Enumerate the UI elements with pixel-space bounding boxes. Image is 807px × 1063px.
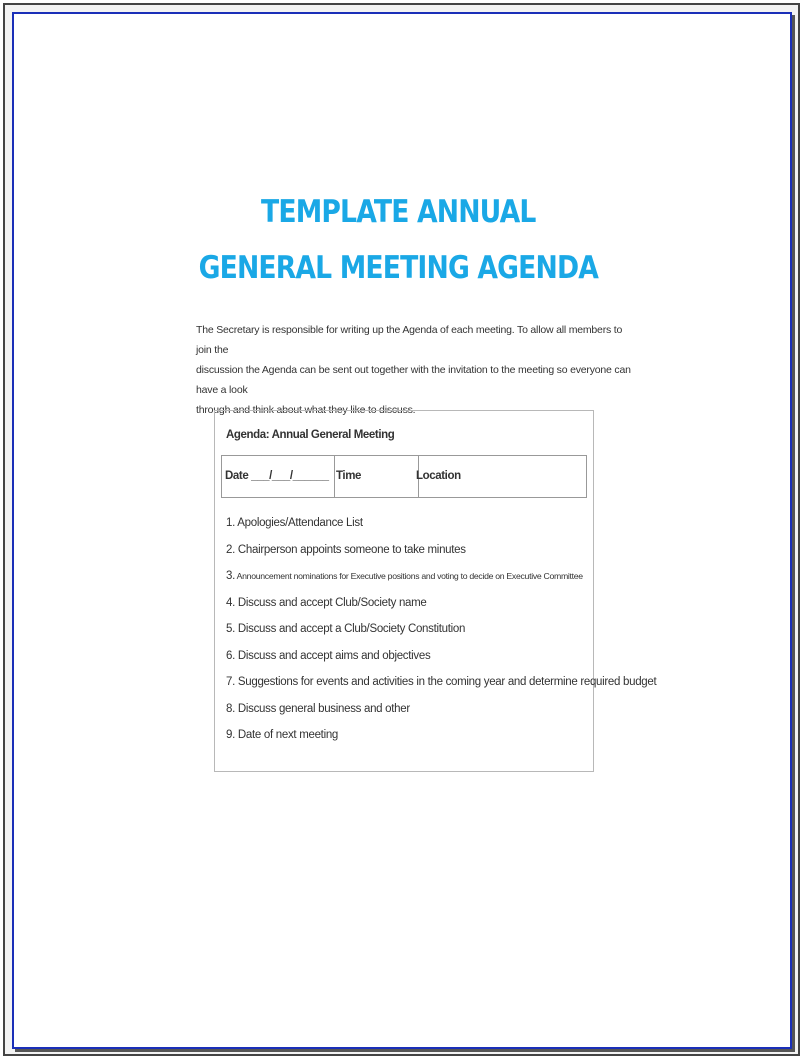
agenda-item: 1. Apologies/Attendance List [226,517,363,529]
agenda-item: 4. Discuss and accept Club/Society name [226,596,427,609]
date-field: Date ___/___/______ [225,456,335,497]
agenda-item: 2. Chairperson appoints someone to take minutes [226,543,466,556]
intro-line-2: discussion the Agenda can be sent out together with the invitation to the meeting so everyone can have a look [196,364,631,396]
meeting-info-row [221,455,587,498]
agenda-item: 9. Date of next meeting [226,729,339,741]
intro-paragraph [196,320,636,420]
intro-line-1: The Secretary is responsible for writing up the Agenda of each meeting. To allow all members to join the [196,324,623,356]
agenda-item: 5. Discuss and accept a Club/Society Constitution [226,623,466,635]
document-page [12,12,792,1049]
location-field: Location [416,470,461,482]
agenda-heading: Agenda: Annual General Meeting [226,429,395,441]
intro-line-3: through and think about what they like to discuss. [196,404,416,416]
agenda-item: 6. Discuss and accept aims and objectives [226,649,431,662]
agenda-item: 3. Announcement nominations for Executive positions and voting to decide on Executive Committee [226,570,583,582]
agenda-item: 8. Discuss general business and other [226,702,410,715]
time-label: Time [336,470,362,482]
document-title-line-2: GENERAL MEETING AGENDA [198,250,599,286]
time-field [336,456,419,497]
agenda-item: 7. Suggestions for events and activities in the coming year and determine required budget [226,676,657,688]
agenda-items-list [226,517,657,756]
document-title-line-1: TEMPLATE ANNUAL [261,194,536,230]
agenda-box [214,410,657,772]
